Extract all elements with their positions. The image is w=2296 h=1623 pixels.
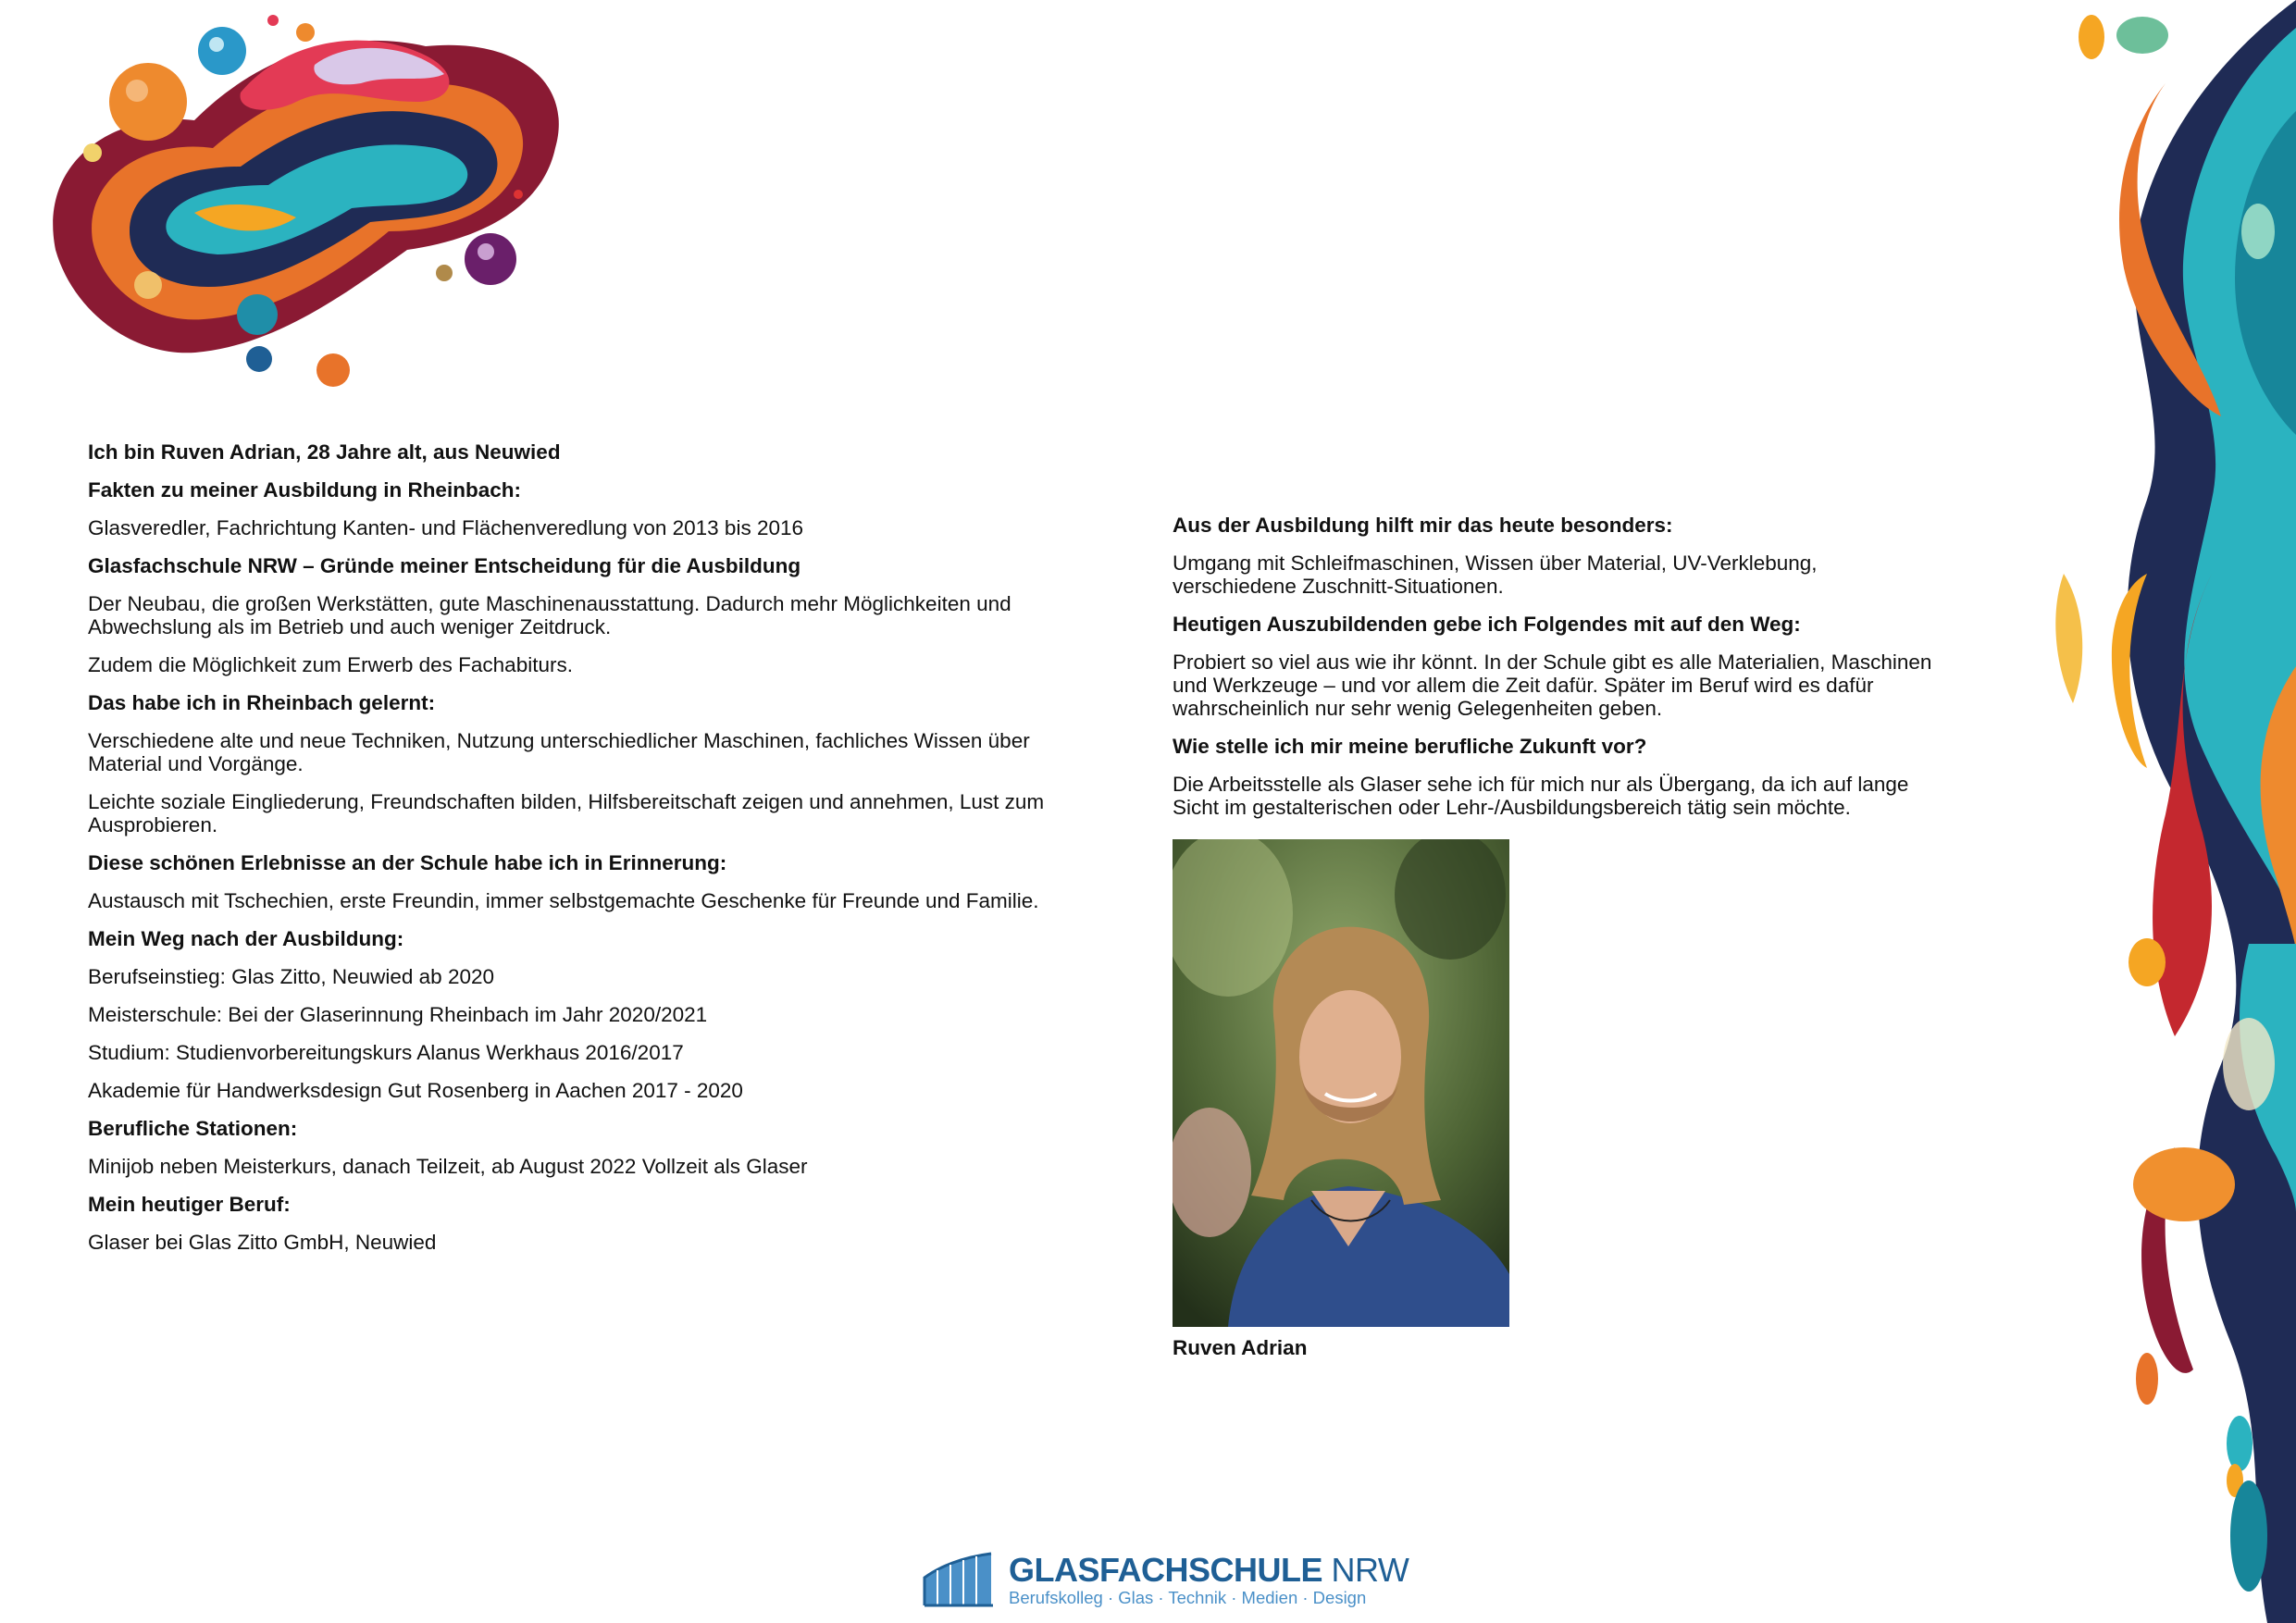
- right-text-column: [1173, 514, 1941, 834]
- paragraph: Glasveredler, Fachrichtung Kanten- und Flächenveredlung von 2013 bis 2016: [88, 516, 803, 539]
- paragraph: Studium: Studienvorbereitungskurs Alanus Werkhaus 2016/2017: [88, 1041, 684, 1064]
- section-heading: Fakten zu meiner Ausbildung in Rheinbach:: [88, 478, 521, 502]
- paragraph: Der Neubau, die großen Werkstätten, gute Maschinenausstattung. Dadurch mehr Möglichkeiten und Abwechslung als im Betrieb und auch weniger Zeitdruck.: [88, 592, 1011, 638]
- logo-subtitle: Berufskolleg · Glas · Technik · Medien · Design: [1009, 1588, 1367, 1607]
- paragraph: Glaser bei Glas Zitto GmbH, Neuwied: [88, 1231, 437, 1254]
- section-heading: Wie stelle ich mir meine berufliche Zukunft vor?: [1173, 735, 1647, 758]
- section-heading: Heutigen Auszubildenden gebe ich Folgendes mit auf den Weg:: [1173, 613, 1801, 636]
- paragraph: Zudem die Möglichkeit zum Erwerb des Fachabiturs.: [88, 653, 573, 676]
- logo-title-main: GLASFACHSCHULE: [1009, 1551, 1323, 1589]
- school-logo: [921, 1547, 1409, 1608]
- logo-title-suffix: NRW: [1331, 1551, 1409, 1589]
- section-heading: Glasfachschule NRW – Gründe meiner Entscheidung für die Ausbildung: [88, 554, 801, 577]
- portrait-photo: [1173, 839, 1509, 1327]
- left-text-column: [88, 440, 1069, 1269]
- intro-heading: Ich bin Ruven Adrian, 28 Jahre alt, aus Neuwied: [88, 440, 561, 464]
- paragraph: Akademie für Handwerksdesign Gut Rosenberg in Aachen 2017 - 2020: [88, 1079, 743, 1102]
- paragraph: Leichte soziale Eingliederung, Freundschaften bilden, Hilfsbereitschaft zeigen und annehmen, Lust zum Ausprobieren.: [88, 790, 1045, 836]
- section-heading: Diese schönen Erlebnisse an der Schule habe ich in Erinnerung:: [88, 851, 727, 874]
- paragraph: Probiert so viel aus wie ihr könnt. In der Schule gibt es alle Materialien, Maschinen und Werkzeuge – und vor allem die Zeit dafür. Später im Beruf wird es dafür wahrscheinlich nur sehr wenig Gelegenheiten geben.: [1173, 650, 1932, 720]
- logo-title: [1009, 1551, 1409, 1590]
- paragraph: Berufseinstieg: Glas Zitto, Neuwied ab 2020: [88, 965, 494, 988]
- section-heading: Berufliche Stationen:: [88, 1117, 298, 1140]
- decorative-swirl-right: [2036, 0, 2296, 1623]
- section-heading: Mein Weg nach der Ausbildung:: [88, 927, 404, 950]
- paragraph: Meisterschule: Bei der Glaserinnung Rheinbach im Jahr 2020/2021: [88, 1003, 708, 1026]
- photo-caption: Ruven Adrian: [1173, 1336, 1308, 1359]
- section-heading: Das habe ich in Rheinbach gelernt:: [88, 691, 436, 714]
- paragraph: Umgang mit Schleifmaschinen, Wissen über Material, UV-Verklebung, verschiedene Zuschnitt-Situationen.: [1173, 551, 1818, 598]
- paragraph: Die Arbeitsstelle als Glaser sehe ich für mich nur als Übergang, da ich auf lange Sicht im gestalterischen oder Lehr-/Ausbildungsbereich tätig sein möchte.: [1173, 773, 1909, 819]
- section-heading: Mein heutiger Beruf:: [88, 1193, 291, 1216]
- paragraph: Austausch mit Tschechien, erste Freundin, immer selbstgemachte Geschenke für Freunde und Familie.: [88, 889, 1039, 912]
- paragraph: Minijob neben Meisterkurs, danach Teilzeit, ab August 2022 Vollzeit als Glaser: [88, 1155, 808, 1178]
- decorative-swirl-top-left: [37, 9, 574, 398]
- section-heading: Aus der Ausbildung hilft mir das heute besonders:: [1173, 514, 1673, 537]
- glass-building-logo-icon: [921, 1550, 995, 1607]
- paragraph: Verschiedene alte und neue Techniken, Nutzung unterschiedlicher Maschinen, fachliches Wissen über Material und Vorgänge.: [88, 729, 1030, 775]
